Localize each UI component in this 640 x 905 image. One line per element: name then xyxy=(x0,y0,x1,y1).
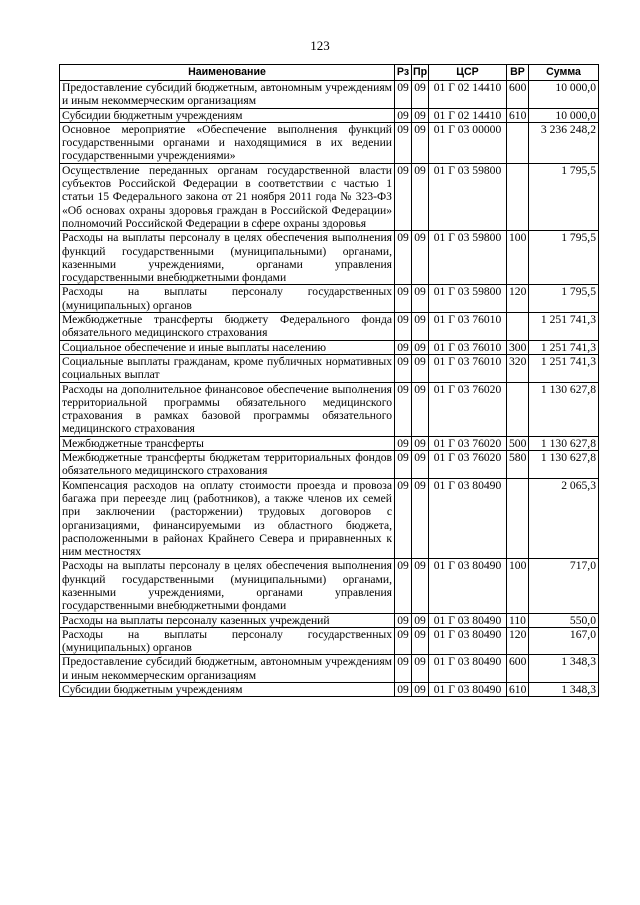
row-name: Расходы на выплаты персоналу государственных (муниципальных) органов xyxy=(60,627,395,655)
table-row xyxy=(60,382,599,436)
row-name: Межбюджетные трансферты бюджетам территориальных фондов обязательного медицинского страхования xyxy=(60,451,395,479)
row-vr xyxy=(507,382,529,436)
table-row xyxy=(60,313,599,341)
table-row xyxy=(60,683,599,697)
row-sum: 1 348,3 xyxy=(529,655,599,683)
row-csr: 01 Г 03 76010 xyxy=(429,354,507,382)
page-number: 123 xyxy=(310,38,330,53)
row-sum: 10 000,0 xyxy=(529,81,599,109)
row-vr: 610 xyxy=(507,683,529,697)
row-pr: 09 xyxy=(412,478,429,559)
table-row xyxy=(60,108,599,122)
header-name: Наименование xyxy=(60,65,395,81)
row-sum: 1 251 741,3 xyxy=(529,354,599,382)
row-sum: 2 065,3 xyxy=(529,478,599,559)
row-sum: 10 000,0 xyxy=(529,108,599,122)
row-name: Межбюджетные трансферты бюджету Федерального фонда обязательного медицинского страхования xyxy=(60,313,395,341)
row-pr: 09 xyxy=(412,559,429,613)
row-vr: 600 xyxy=(507,81,529,109)
row-vr: 110 xyxy=(507,613,529,627)
row-pr: 09 xyxy=(412,313,429,341)
row-csr: 01 Г 03 80490 xyxy=(429,559,507,613)
row-pr: 09 xyxy=(412,340,429,354)
table-row xyxy=(60,340,599,354)
row-rz: 09 xyxy=(395,163,412,230)
row-name: Расходы на выплаты персоналу казенных учреждений xyxy=(60,613,395,627)
row-csr: 01 Г 03 59800 xyxy=(429,231,507,285)
row-rz: 09 xyxy=(395,285,412,313)
row-vr: 600 xyxy=(507,655,529,683)
row-vr: 120 xyxy=(507,627,529,655)
row-csr: 01 Г 03 76020 xyxy=(429,436,507,450)
row-rz: 09 xyxy=(395,436,412,450)
row-name: Субсидии бюджетным учреждениям xyxy=(60,108,395,122)
row-rz: 09 xyxy=(395,354,412,382)
row-rz: 09 xyxy=(395,451,412,479)
header-sum: Сумма xyxy=(529,65,599,81)
table-row xyxy=(60,231,599,285)
table-header-row xyxy=(60,65,599,81)
row-pr: 09 xyxy=(412,108,429,122)
row-name: Субсидии бюджетным учреждениям xyxy=(60,683,395,697)
row-name: Предоставление субсидий бюджетным, автономным учреждениям и иным некоммерческим организациям xyxy=(60,655,395,683)
row-csr: 01 Г 03 80490 xyxy=(429,478,507,559)
table-row xyxy=(60,627,599,655)
row-vr: 120 xyxy=(507,285,529,313)
row-csr: 01 Г 03 76020 xyxy=(429,451,507,479)
row-rz: 09 xyxy=(395,231,412,285)
row-name: Расходы на дополнительное финансовое обеспечение выполнения территориальной программы обязательного медицинского страхования в рамках базовой программы обязательного медицинского страхования xyxy=(60,382,395,436)
row-name: Расходы на выплаты персоналу в целях обеспечения выполнения функций государственными (муниципальными) органами, казенными учреждениями, органами управления государственными внебюджетными фондами xyxy=(60,559,395,613)
row-csr: 01 Г 03 80490 xyxy=(429,683,507,697)
row-vr xyxy=(507,478,529,559)
row-rz: 09 xyxy=(395,613,412,627)
row-rz: 09 xyxy=(395,655,412,683)
row-rz: 09 xyxy=(395,81,412,109)
row-pr: 09 xyxy=(412,163,429,230)
row-vr: 610 xyxy=(507,108,529,122)
row-sum: 1 251 741,3 xyxy=(529,313,599,341)
row-sum: 167,0 xyxy=(529,627,599,655)
row-pr: 09 xyxy=(412,655,429,683)
header-csr: ЦСР xyxy=(429,65,507,81)
row-vr: 100 xyxy=(507,231,529,285)
row-pr: 09 xyxy=(412,285,429,313)
row-csr: 01 Г 02 14410 xyxy=(429,81,507,109)
row-csr: 01 Г 03 76010 xyxy=(429,340,507,354)
row-rz: 09 xyxy=(395,122,412,163)
row-vr: 580 xyxy=(507,451,529,479)
row-vr xyxy=(507,313,529,341)
row-sum: 1 348,3 xyxy=(529,683,599,697)
row-name: Осуществление переданных органам государственной власти субъектов Российской Федерации в соответствии с частью 1 статьи 15 Федерального закона от 21 ноября 2011 года № 323-ФЗ «Об основах охраны здоровья граждан в Российской Федерации» полномочий Российской Федерации в сфере охраны здоровья xyxy=(60,163,395,230)
row-sum: 1 795,5 xyxy=(529,285,599,313)
row-rz: 09 xyxy=(395,340,412,354)
row-rz: 09 xyxy=(395,559,412,613)
table-row xyxy=(60,81,599,109)
row-csr: 01 Г 03 76010 xyxy=(429,313,507,341)
row-pr: 09 xyxy=(412,354,429,382)
row-pr: 09 xyxy=(412,627,429,655)
budget-table xyxy=(59,64,599,697)
table-row xyxy=(60,451,599,479)
row-vr: 100 xyxy=(507,559,529,613)
row-name: Компенсация расходов на оплату стоимости проезда и провоза багажа при переезде лиц (работников), а также членов их семей при заключении (расторжении) трудовых договоров с организациями, финансируемыми из областного бюджета, расположенными в районах Крайнего Севера и приравненных к ним местностях xyxy=(60,478,395,559)
table-row xyxy=(60,478,599,559)
row-csr: 01 Г 03 00000 xyxy=(429,122,507,163)
row-name: Основное мероприятие «Обеспечение выполнения функций государственными органами и находящимися в их ведении государственными учреждениями» xyxy=(60,122,395,163)
row-vr: 320 xyxy=(507,354,529,382)
row-rz: 09 xyxy=(395,108,412,122)
table-row xyxy=(60,122,599,163)
row-vr xyxy=(507,163,529,230)
row-rz: 09 xyxy=(395,683,412,697)
row-pr: 09 xyxy=(412,231,429,285)
table-row xyxy=(60,436,599,450)
row-csr: 01 Г 03 80490 xyxy=(429,613,507,627)
row-csr: 01 Г 03 59800 xyxy=(429,285,507,313)
table-row xyxy=(60,354,599,382)
row-vr xyxy=(507,122,529,163)
row-csr: 01 Г 02 14410 xyxy=(429,108,507,122)
row-name: Социальное обеспечение и иные выплаты населению xyxy=(60,340,395,354)
row-rz: 09 xyxy=(395,313,412,341)
row-vr: 500 xyxy=(507,436,529,450)
row-sum: 1 795,5 xyxy=(529,163,599,230)
header-vr: ВР xyxy=(507,65,529,81)
header-rz: Рз xyxy=(395,65,412,81)
row-pr: 09 xyxy=(412,382,429,436)
row-sum: 1 795,5 xyxy=(529,231,599,285)
table-row xyxy=(60,655,599,683)
row-sum: 550,0 xyxy=(529,613,599,627)
row-name: Расходы на выплаты персоналу государственных (муниципальных) органов xyxy=(60,285,395,313)
row-pr: 09 xyxy=(412,436,429,450)
row-csr: 01 Г 03 80490 xyxy=(429,627,507,655)
row-sum: 717,0 xyxy=(529,559,599,613)
table-row xyxy=(60,285,599,313)
row-pr: 09 xyxy=(412,122,429,163)
table-body xyxy=(60,81,599,697)
header-pr: Пр xyxy=(412,65,429,81)
row-name: Предоставление субсидий бюджетным, автономным учреждениям и иным некоммерческим организациям xyxy=(60,81,395,109)
row-csr: 01 Г 03 59800 xyxy=(429,163,507,230)
table-row xyxy=(60,559,599,613)
row-name: Социальные выплаты гражданам, кроме публичных нормативных социальных выплат xyxy=(60,354,395,382)
row-name: Расходы на выплаты персоналу в целях обеспечения выполнения функций государственными (муниципальными) органами, казенными учреждениями, органами управления государственными внебюджетными фондами xyxy=(60,231,395,285)
table-row xyxy=(60,613,599,627)
row-pr: 09 xyxy=(412,683,429,697)
row-rz: 09 xyxy=(395,478,412,559)
row-pr: 09 xyxy=(412,81,429,109)
row-name: Межбюджетные трансферты xyxy=(60,436,395,450)
table-row xyxy=(60,163,599,230)
row-rz: 09 xyxy=(395,627,412,655)
row-csr: 01 Г 03 76020 xyxy=(429,382,507,436)
row-csr: 01 Г 03 80490 xyxy=(429,655,507,683)
row-sum: 1 130 627,8 xyxy=(529,436,599,450)
row-pr: 09 xyxy=(412,613,429,627)
row-sum: 1 130 627,8 xyxy=(529,382,599,436)
row-rz: 09 xyxy=(395,382,412,436)
row-sum: 1 130 627,8 xyxy=(529,451,599,479)
row-pr: 09 xyxy=(412,451,429,479)
row-sum: 1 251 741,3 xyxy=(529,340,599,354)
row-sum: 3 236 248,2 xyxy=(529,122,599,163)
row-vr: 300 xyxy=(507,340,529,354)
